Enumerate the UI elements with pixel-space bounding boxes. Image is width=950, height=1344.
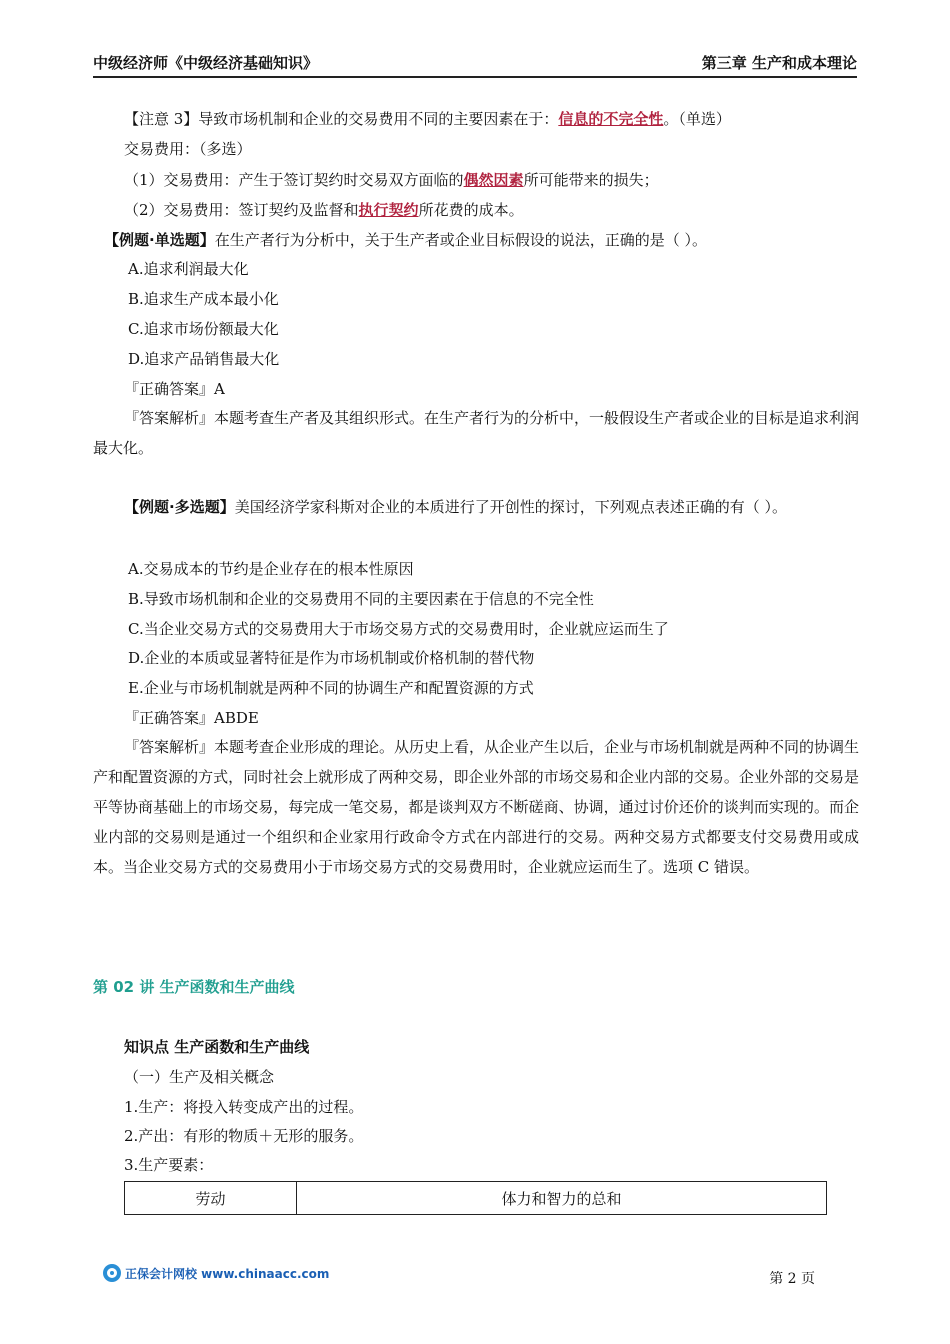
q2-answer: 『正确答案』ABDE <box>124 709 259 727</box>
q1-option-d: D.追求产品销售最大化 <box>128 350 280 368</box>
concept-production: 1.生产：将投入转变成产出的过程。 <box>124 1098 364 1116</box>
factor-name-cell: 劳动 <box>125 1182 297 1215</box>
q2-stem: 【例题·多选题】美国经济学家科斯对企业的本质进行了开创性的探讨，下列观点表述正确的有（ ）。 <box>124 498 787 516</box>
q2-option-e: E.企业与市场机制就是两种不同的协调生产和配置资源的方式 <box>128 679 534 697</box>
q2-option-c: C.当企业交易方式的交易费用大于市场交易方式的交易费用时，企业就应运而生了 <box>128 620 669 638</box>
q1-tag: 【例题·单选题】 <box>104 231 215 249</box>
logo-icon <box>103 1264 121 1282</box>
fees-item-2: （2）交易费用：签订契约及监督和执行契约所花费的成本。 <box>124 201 524 219</box>
logo-text: 正保会计网校 www.chinaacc.com <box>125 1266 330 1281</box>
subsection-title: （一）生产及相关概念 <box>124 1068 275 1086</box>
note3-line: 【注意 3】导致市场机制和企业的交易费用不同的主要因素在于：信息的不完全性。（单选） <box>124 110 731 128</box>
q1-option-c: C.追求市场份额最大化 <box>128 320 279 338</box>
fees-item-1-highlight: 偶然因素 <box>463 171 524 189</box>
header-book-title: 中级经济师《中级经济基础知识》 <box>93 54 319 72</box>
table-row <box>125 1182 827 1215</box>
knowledge-point-title: 知识点 生产函数和生产曲线 <box>124 1038 310 1056</box>
q2-analysis: 『答案解析』本题考查企业形成的理论。从历史上看，从企业产生以后，企业与市场机制就是两种不同的协调生产和配置资源的方式，同时社会上就形成了两种交易，即企业外部的市场交易和企业内部的交易。企业外部的交易是平等协商基础上的市场交易，每完成一笔交易，都是谈判双方不断磋商、协调，通过讨价还价的谈判而实现的。而企业内部的交易则是通过一个组织和企业家用行政命令方式在内部进行的交易。两种交易方式都要支付交易费用或成本。当企业交易方式的交易费用小于市场交易方式的交易费用时，企业就应运而生了。选项 C 错误。 <box>93 738 860 876</box>
q1-answer: 『正确答案』A <box>124 380 225 398</box>
q1-option-a: A.追求利润最大化 <box>128 260 249 278</box>
note3-highlight: 信息的不完全性 <box>558 110 664 128</box>
concept-output: 2.产出：有形的物质＋无形的服务。 <box>124 1127 364 1145</box>
q1-analysis: 『答案解析』本题考查生产者及其组织形式。在生产者行为的分析中，一般假设生产者或企业的目标是追求利润最大化。 <box>93 409 860 457</box>
factor-desc-cell: 体力和智力的总和 <box>297 1182 827 1215</box>
q2-option-a: A.交易成本的节约是企业存在的根本性原因 <box>128 560 414 578</box>
q1-option-b: B.追求生产成本最小化 <box>128 290 279 308</box>
q2-option-b: B.导致市场机制和企业的交易费用不同的主要因素在于信息的不完全性 <box>128 590 594 608</box>
fees-item-1: （1）交易费用：产生于签订契约时交易双方面临的偶然因素所可能带来的损失； <box>124 171 659 189</box>
q1-stem: 【例题·单选题】在生产者行为分析中，关于生产者或企业目标假设的说法，正确的是（ ）。 <box>104 231 707 249</box>
factor-table <box>124 1181 827 1215</box>
header-chapter-title: 第三章 生产和成本理论 <box>701 54 857 72</box>
concept-factors: 3.生产要素： <box>124 1156 214 1174</box>
fees-title: 交易费用：（多选） <box>124 140 252 158</box>
page-number: 第 2 页 <box>769 1271 815 1287</box>
fees-item-2-highlight: 执行契约 <box>358 201 419 219</box>
section-title: 第 02 讲 生产函数和生产曲线 <box>93 978 295 996</box>
footer-logo <box>103 1264 329 1282</box>
q2-option-d: D.企业的本质或显著特征是作为市场机制或价格机制的替代物 <box>128 649 535 667</box>
q2-tag: 【例题·多选题】 <box>124 498 235 516</box>
page-header <box>93 50 857 78</box>
